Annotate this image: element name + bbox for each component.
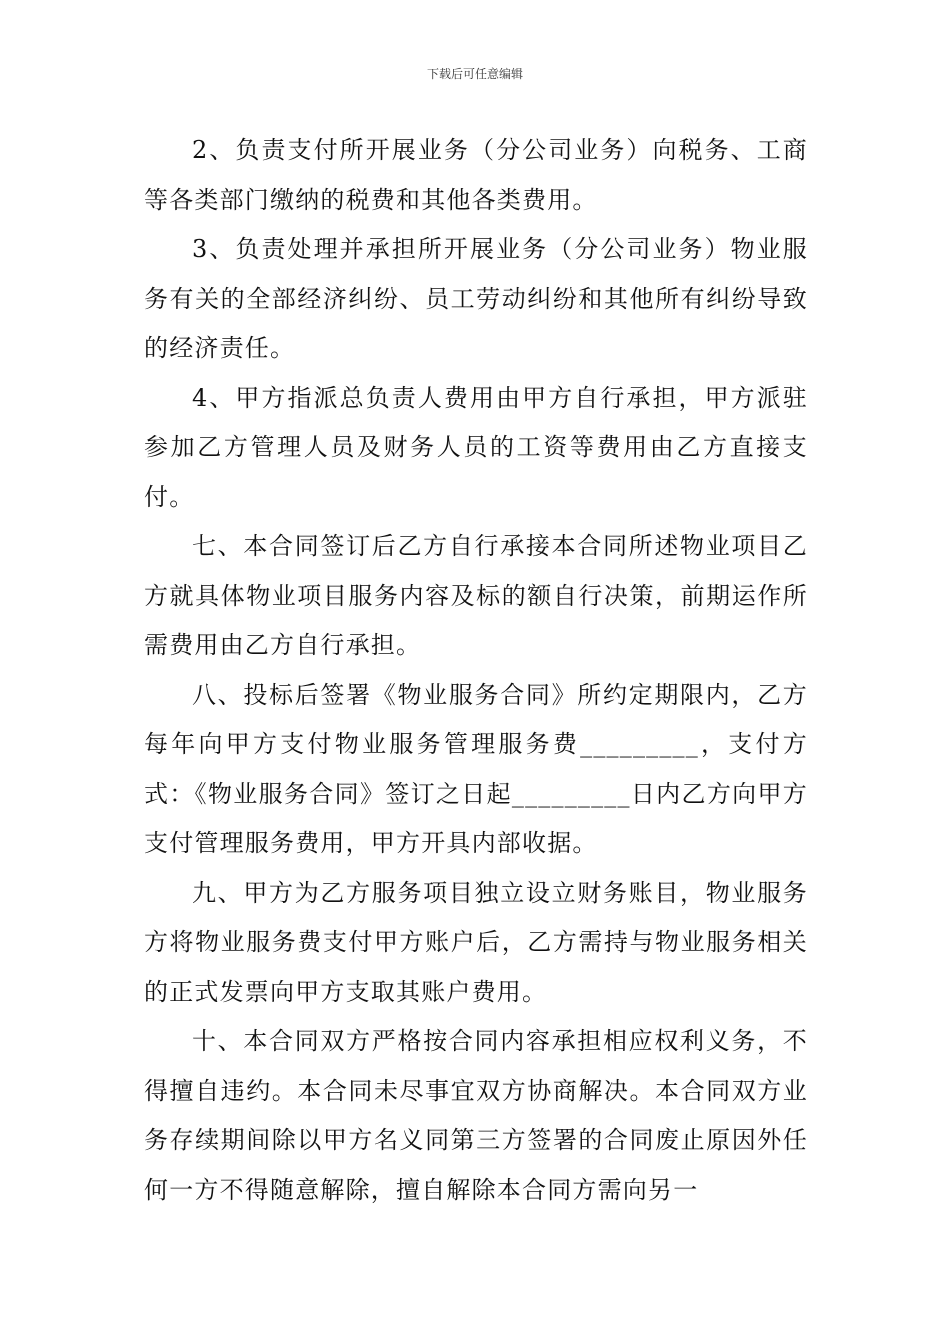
paragraph-item-2: 2、负责支付所开展业务（分公司业务）向税务、工商等各类部门缴纳的税费和其他各类费用。 (144, 136, 808, 214)
paragraph-clause-10: 十、本合同双方严格按合同内容承担相应权利义务，不得擅自违约。本合同未尽事宜双方协商解决。本合同双方业务存续期间除以甲方名义同第三方签署的合同废止原因外任何一方不得随意解除，擅自解除本合同方需向另一 (144, 1027, 808, 1204)
paragraph-clause-9: 九、甲方为乙方服务项目独立设立财务账目，物业服务方将物业服务费支付甲方账户后，乙方需持与物业服务相关的正式发票向甲方支取其账户费用。 (144, 878, 808, 1006)
paragraph-item-4: 4、甲方指派总负责人费用由甲方自行承担，甲方派驻参加乙方管理人员及财务人员的工资等费用由乙方直接支付。 (144, 383, 808, 511)
paragraph-clause-7: 七、本合同签订后乙方自行承接本合同所述物业项目乙方就具体物业项目服务内容及标的额自行决策，前期运作所需费用由乙方自行承担。 (144, 532, 808, 659)
paragraph-item-3: 3、负责处理并承担所开展业务（分公司业务）物业服务有关的全部经济纠纷、员工劳动纠纷和其他所有纠纷导致的经济责任。 (144, 235, 808, 362)
paragraph-clause-8: 八、投标后签署《物业服务合同》所约定期限内，乙方每年向甲方支付物业服务管理服务费_________，支付方式：《物业服务合同》签订之日起_________日内乙方向甲方支付管理服务费用，甲方开具内部收据。 (144, 680, 808, 857)
header-note: 下载后可任意编辑 (426, 67, 523, 81)
document-body (144, 126, 808, 1215)
